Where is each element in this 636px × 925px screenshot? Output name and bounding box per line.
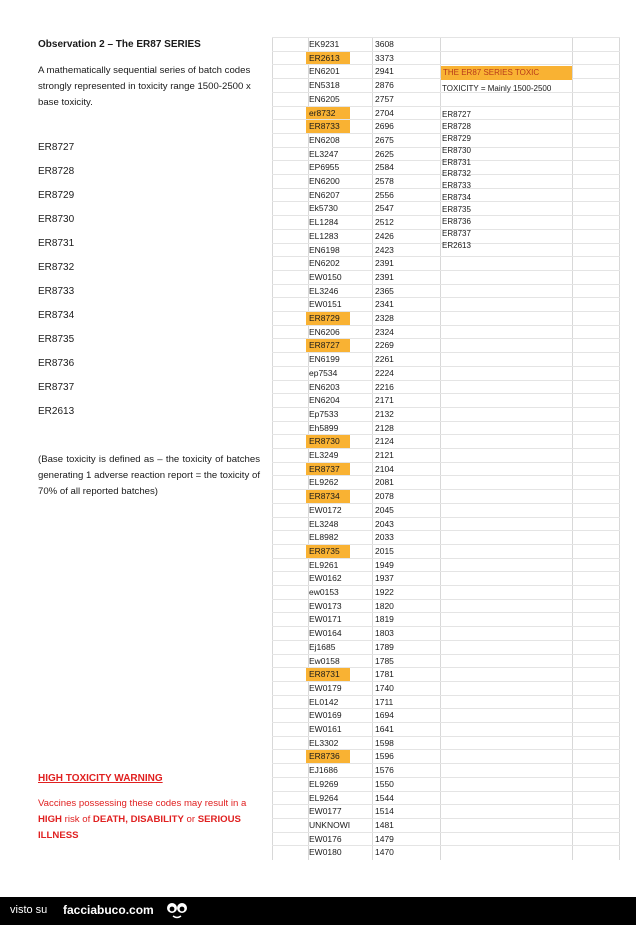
toxicity-value-cell: 1740 xyxy=(375,682,394,693)
batch-code-cell: EN6208 xyxy=(309,134,340,145)
toxicity-value-cell: 2132 xyxy=(375,408,394,419)
series-code-item: ER8730 xyxy=(442,145,471,155)
table-row xyxy=(272,338,620,353)
table-row xyxy=(272,366,620,381)
batch-code-item: ER8731 xyxy=(38,238,75,249)
series-code-item: ER8733 xyxy=(442,181,471,191)
series-code-item: ER8732 xyxy=(442,169,471,179)
table-row xyxy=(272,311,620,326)
toxicity-value-cell: 2078 xyxy=(375,491,394,502)
toxicity-value-cell: 2704 xyxy=(375,107,394,118)
toxicity-value-cell: 1922 xyxy=(375,587,394,597)
batch-code-cell: EP6955 xyxy=(309,162,340,173)
toxicity-value-cell: 1820 xyxy=(375,600,394,611)
warning-serious: SERIOUS ILLNESS xyxy=(38,814,241,841)
toxicity-value-cell: 1937 xyxy=(375,573,394,584)
batch-code-cell: EN6198 xyxy=(309,244,340,255)
series-toxicity-range: TOXICITY = Mainly 1500-2500 xyxy=(442,84,552,93)
batch-code-cell: UNKNOWI xyxy=(309,819,351,830)
series-code-item: ER8731 xyxy=(442,157,471,167)
table-row xyxy=(272,626,620,641)
toxicity-value-cell: 1789 xyxy=(375,641,394,652)
batch-code-cell: EW0161 xyxy=(309,724,342,734)
toxicity-value-cell: 2584 xyxy=(375,162,394,173)
table-row xyxy=(272,612,620,627)
table-row xyxy=(272,640,620,655)
table-row xyxy=(272,654,620,669)
base-toxicity-definition: (Base toxicity is defined as – the toxicity of batches generating 1 adverse reaction report = the toxicity of 70% of all reported batches) xyxy=(38,454,260,497)
toxicity-value-cell: 1481 xyxy=(375,819,394,830)
batch-code-cell: Eh5899 xyxy=(309,422,339,433)
table-row xyxy=(272,530,620,545)
warning-text-part: Vaccines possessing these codes may result in a xyxy=(38,798,247,809)
table-row xyxy=(272,777,620,792)
batch-code-cell: er8732 xyxy=(306,107,350,120)
series-code-item: ER8729 xyxy=(442,133,471,143)
toxicity-value-cell: 2941 xyxy=(375,66,394,77)
table-row xyxy=(272,571,620,586)
table-row xyxy=(272,832,620,847)
toxicity-value-cell: 2081 xyxy=(375,477,394,488)
table-row xyxy=(272,475,620,490)
series-code-item: ER8734 xyxy=(442,193,471,203)
toxicity-value-cell: 1819 xyxy=(375,614,394,625)
toxicity-value-cell: 2423 xyxy=(375,244,394,255)
batch-code-item: ER8728 xyxy=(38,166,75,177)
toxicity-value-cell: 2015 xyxy=(375,545,394,556)
batch-code-cell: ER8735 xyxy=(306,545,350,558)
series-toxic-title: THE ER87 SERIES TOXIC xyxy=(441,66,572,80)
batch-code-cell: Ew0158 xyxy=(309,655,340,666)
table-row xyxy=(272,763,620,778)
batch-code-cell: EL9269 xyxy=(309,778,339,789)
table-row xyxy=(272,667,620,682)
table-row xyxy=(272,544,620,559)
table-row xyxy=(272,270,620,285)
series-code-item: ER8728 xyxy=(442,121,471,131)
batch-code-item: ER8730 xyxy=(38,214,75,225)
toxicity-value-cell: 2341 xyxy=(375,299,394,310)
table-row xyxy=(272,749,620,764)
warning-text-part: or xyxy=(183,814,198,825)
batch-code-cell: ER8734 xyxy=(306,490,350,503)
table-row xyxy=(272,681,620,696)
toxicity-value-cell: 2328 xyxy=(375,313,394,323)
table-row xyxy=(272,448,620,463)
batch-code-list xyxy=(38,140,74,428)
footer-bar xyxy=(0,897,636,925)
toxicity-value-cell: 2391 xyxy=(375,258,394,269)
series-code-item: ER2613 xyxy=(442,240,471,250)
batch-code-cell: EW0177 xyxy=(309,806,342,817)
batch-code-cell: EW0173 xyxy=(309,600,342,611)
batch-code-cell: EW0176 xyxy=(309,833,342,844)
toxicity-value-cell: 2121 xyxy=(375,450,394,460)
batch-code-cell: EW0150 xyxy=(309,271,342,282)
table-row xyxy=(272,791,620,806)
table-row xyxy=(272,297,620,312)
batch-code-item: ER8729 xyxy=(38,190,75,201)
toxicity-value-cell: 2757 xyxy=(375,93,394,104)
batch-code-cell: EW0164 xyxy=(309,628,342,639)
batch-code-cell: EW0172 xyxy=(309,504,342,515)
footer-site-link[interactable]: facciabuco.com xyxy=(63,903,154,917)
table-row xyxy=(272,434,620,449)
toxicity-value-cell: 1641 xyxy=(375,724,394,734)
table-row xyxy=(272,421,620,436)
table-row xyxy=(272,695,620,710)
toxicity-value-cell: 2104 xyxy=(375,463,394,474)
toxicity-value-cell: 1711 xyxy=(375,696,394,707)
footer-prefix: visto su xyxy=(10,904,48,916)
batch-code-item: ER8727 xyxy=(38,142,75,153)
series-code-item: ER8727 xyxy=(442,110,471,119)
toxicity-value-cell: 2269 xyxy=(375,340,394,351)
batch-code-cell: ER2613 xyxy=(306,52,350,65)
toxicity-value-cell: 1781 xyxy=(375,669,394,680)
toxicity-value-cell: 1803 xyxy=(375,628,394,639)
batch-code-cell: EL3248 xyxy=(309,518,339,529)
series-code-list xyxy=(442,109,471,252)
batch-code-cell: EN6204 xyxy=(309,395,340,406)
toxicity-value-cell: 3373 xyxy=(375,52,394,63)
table-row xyxy=(272,517,620,532)
batch-code-cell: EN6202 xyxy=(309,258,340,269)
toxicity-value-cell: 2556 xyxy=(375,189,394,200)
batch-code-cell: EN5318 xyxy=(309,80,340,91)
table-row xyxy=(272,51,620,66)
batch-code-cell: EW0151 xyxy=(309,299,342,310)
batch-code-item: ER8737 xyxy=(38,382,75,393)
batch-code-cell: EW0171 xyxy=(309,614,342,625)
warning-death: DEATH, DISABILITY xyxy=(92,814,184,825)
batch-code-cell: ER8736 xyxy=(306,750,350,763)
batch-code-cell: EN6201 xyxy=(309,66,340,77)
observation-description: A mathematically sequential series of batch codes strongly represented in toxicity range 1500-2500 x base toxicity. xyxy=(38,65,251,108)
batch-code-cell: EW0180 xyxy=(309,847,342,858)
batch-code-cell: ER8727 xyxy=(306,339,350,352)
toxicity-value-cell: 2675 xyxy=(375,134,394,145)
table-row xyxy=(272,503,620,518)
toxicity-value-cell: 2876 xyxy=(375,80,394,91)
warning-high: HIGH xyxy=(38,814,62,825)
table-row xyxy=(272,558,620,573)
batch-code-cell: ep7534 xyxy=(309,367,338,378)
batch-code-cell: ER8733 xyxy=(306,120,350,133)
toxicity-value-cell: 2171 xyxy=(375,395,394,406)
table-row xyxy=(272,393,620,408)
batch-code-cell: EN6203 xyxy=(309,381,340,392)
batch-code-cell: EL9262 xyxy=(309,477,339,488)
toxicity-value-cell: 2391 xyxy=(375,271,394,282)
table-row xyxy=(272,380,620,395)
batch-code-cell: EL8982 xyxy=(309,532,339,543)
toxicity-value-cell: 1544 xyxy=(375,792,394,803)
table-row xyxy=(272,407,620,422)
toxicity-value-cell: 1514 xyxy=(375,806,394,817)
batch-code-cell: EW0162 xyxy=(309,573,342,584)
toxicity-value-cell: 1785 xyxy=(375,655,394,666)
batch-code-cell: EL9261 xyxy=(309,559,339,570)
warning-text xyxy=(38,796,263,844)
batch-code-cell: EW0169 xyxy=(309,710,342,721)
toxicity-value-cell: 1479 xyxy=(375,833,394,844)
toxicity-value-cell: 3608 xyxy=(375,39,394,49)
toxicity-value-cell: 1949 xyxy=(375,559,394,570)
toxicity-value-cell: 2033 xyxy=(375,532,394,543)
toxicity-value-cell: 2578 xyxy=(375,176,394,186)
batch-code-cell: Ej1685 xyxy=(309,641,336,652)
toxicity-value-cell: 2261 xyxy=(375,354,394,365)
table-row xyxy=(272,284,620,299)
batch-code-cell: EL9264 xyxy=(309,792,339,803)
toxicity-value-cell: 2696 xyxy=(375,121,394,132)
batch-code-item: ER8733 xyxy=(38,286,75,297)
batch-code-cell: EL3302 xyxy=(309,737,339,748)
toxicity-value-cell: 2128 xyxy=(375,422,394,433)
toxicity-value-cell: 2365 xyxy=(375,285,394,296)
table-row xyxy=(272,736,620,751)
table-row xyxy=(272,599,620,614)
batch-code-cell: EL3247 xyxy=(309,148,339,159)
toxicity-value-cell: 1470 xyxy=(375,847,394,858)
batch-code-cell: EL3246 xyxy=(309,285,339,296)
toxicity-value-cell: 1694 xyxy=(375,710,394,721)
batch-code-cell: EN6199 xyxy=(309,354,340,365)
batch-code-cell: EJ1686 xyxy=(309,765,338,776)
warning-text-part: risk of xyxy=(61,814,93,825)
batch-code-cell: Ep7533 xyxy=(309,408,339,419)
batch-code-cell: EK9231 xyxy=(309,39,340,49)
toxicity-value-cell: 1550 xyxy=(375,778,394,789)
table-row xyxy=(272,818,620,833)
batch-code-item: ER8732 xyxy=(38,262,75,273)
toxicity-value-cell: 2124 xyxy=(375,436,394,447)
table-row xyxy=(272,256,620,271)
eyes-icon xyxy=(166,901,188,919)
toxicity-value-cell: 2224 xyxy=(375,367,394,378)
batch-code-cell: EN6200 xyxy=(309,176,340,186)
toxicity-value-cell: 2216 xyxy=(375,381,394,392)
series-code-item: ER8737 xyxy=(442,228,471,238)
batch-code-item: ER8735 xyxy=(38,334,75,345)
batch-code-cell: EN6207 xyxy=(309,189,340,200)
table-row xyxy=(272,585,620,600)
table-row xyxy=(272,722,620,737)
toxicity-value-cell: 1576 xyxy=(375,765,394,776)
table-row xyxy=(272,708,620,723)
toxicity-value-cell: 2512 xyxy=(375,217,394,228)
table-row xyxy=(272,325,620,340)
batch-code-cell: Ek5730 xyxy=(309,203,338,214)
batch-code-cell: EL1284 xyxy=(309,217,339,228)
series-code-item: ER8735 xyxy=(442,205,471,215)
batch-code-cell: ew0153 xyxy=(309,587,339,597)
batch-code-cell: ER8729 xyxy=(306,312,350,325)
table-row xyxy=(272,804,620,819)
toxicity-value-cell: 1598 xyxy=(375,737,394,748)
table-row xyxy=(272,37,620,52)
toxicity-value-cell: 2324 xyxy=(375,326,394,337)
observation-title: Observation 2 – The ER87 SERIES xyxy=(38,39,201,50)
table-row xyxy=(272,352,620,367)
table-row xyxy=(272,489,620,504)
batch-code-cell: EL3249 xyxy=(309,450,339,460)
table-row xyxy=(272,462,620,477)
batch-code-cell: ER8730 xyxy=(306,435,350,448)
batch-code-cell: ER8731 xyxy=(306,668,350,681)
toxicity-value-cell: 2043 xyxy=(375,518,394,529)
toxicity-value-cell: 2045 xyxy=(375,504,394,515)
batch-code-cell: ER8737 xyxy=(306,463,350,476)
warning-title: HIGH TOXICITY WARNING xyxy=(38,773,163,784)
toxicity-value-cell: 2625 xyxy=(375,148,394,159)
batch-code-item: ER8734 xyxy=(38,310,75,321)
toxicity-value-cell: 1596 xyxy=(375,751,394,762)
batch-code-cell: EL1283 xyxy=(309,230,339,241)
table-row xyxy=(272,845,620,860)
batch-code-cell: EW0179 xyxy=(309,682,342,693)
series-code-item: ER8736 xyxy=(442,217,471,227)
batch-code-cell: EL0142 xyxy=(309,696,339,707)
toxicity-value-cell: 2547 xyxy=(375,203,394,214)
batch-code-item: ER8736 xyxy=(38,358,75,369)
toxicity-value-cell: 2426 xyxy=(375,230,394,241)
batch-code-cell: EN6206 xyxy=(309,326,340,337)
batch-code-cell: EN6205 xyxy=(309,93,340,104)
batch-code-item: ER2613 xyxy=(38,406,75,417)
